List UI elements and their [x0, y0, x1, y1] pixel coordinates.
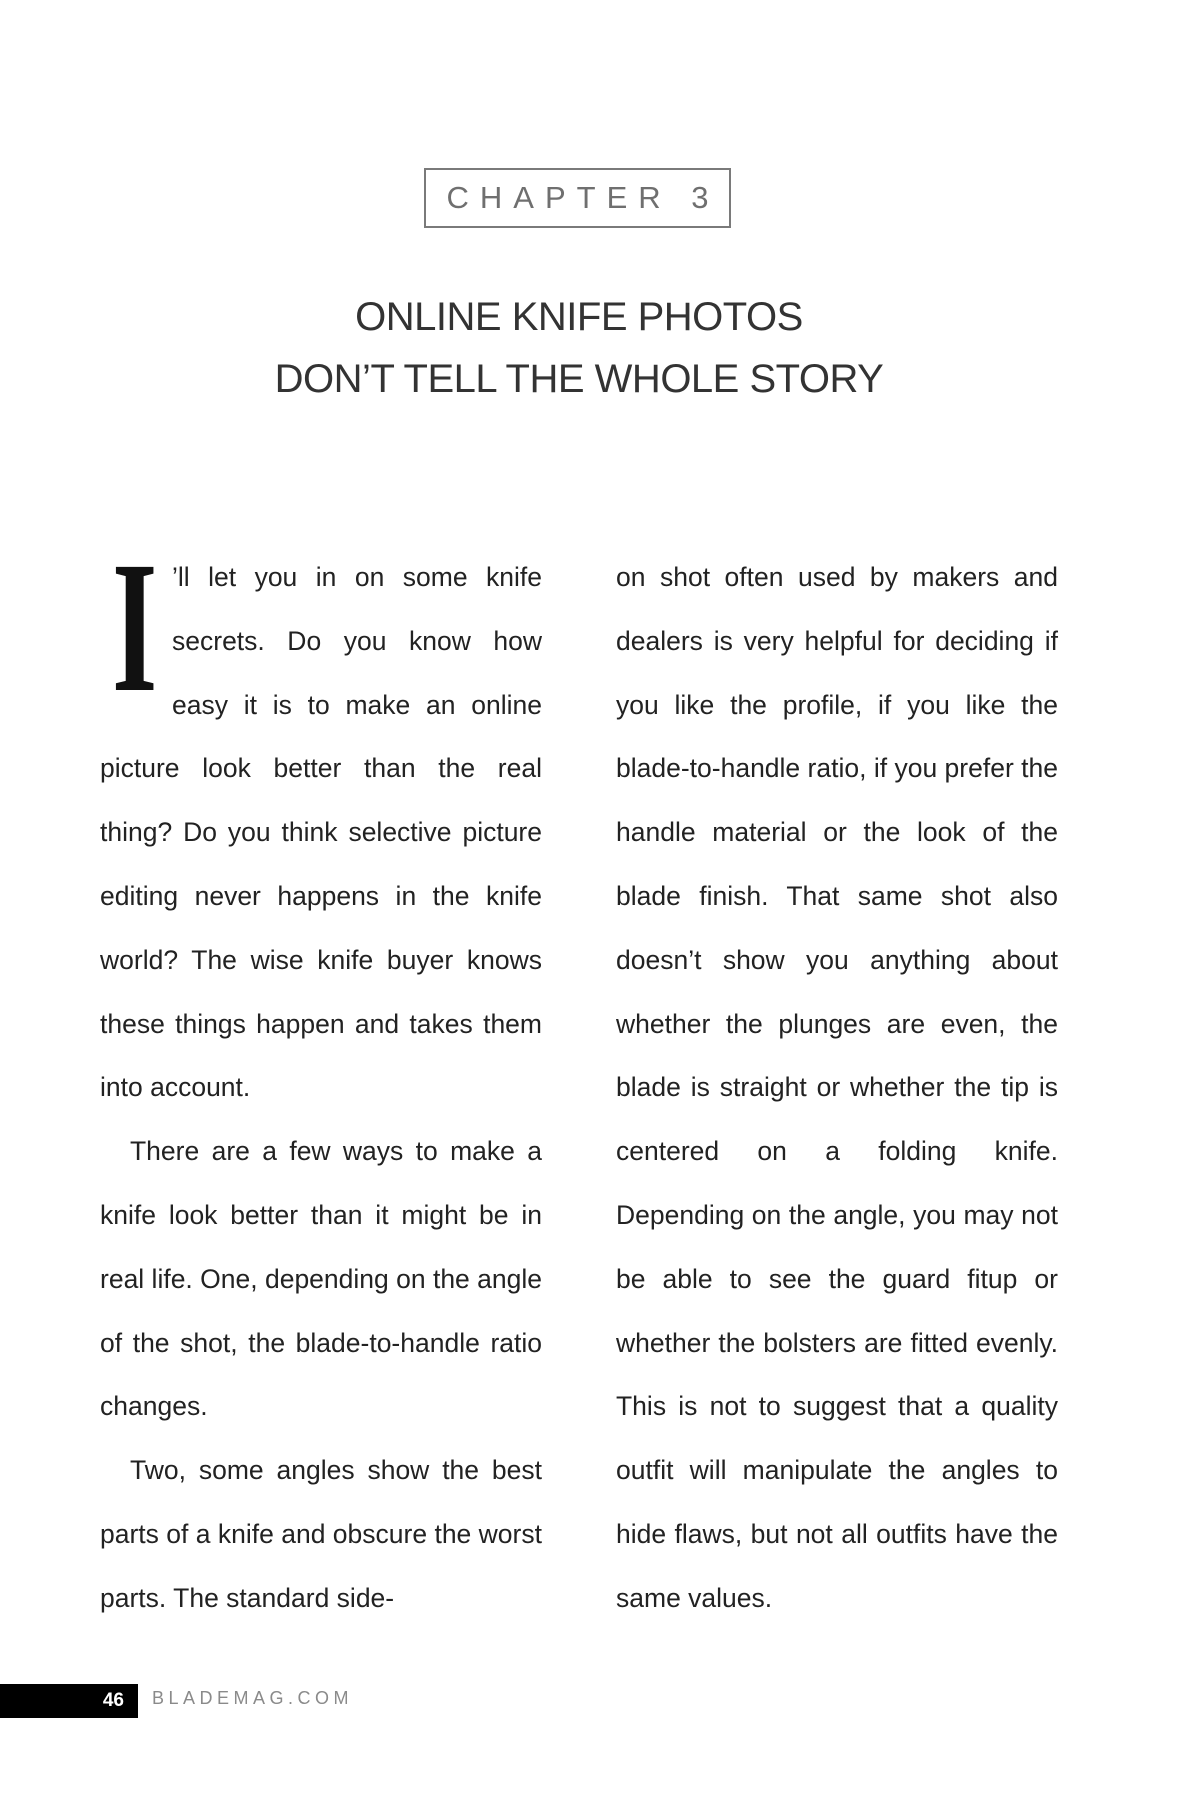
chapter-label-box	[424, 168, 731, 228]
paragraph	[100, 522, 542, 1120]
paragraph: There are a few ways to make a knife look better than it might be in real life. One, depending on the angle of the shot, the blade-to-handle ratio changes.	[100, 1136, 542, 1422]
page-number: 46	[102, 1690, 124, 1711]
paragraph: on shot often used by makers and dealers is very helpful for deciding if you like the profile, if you like the blade-to-handle ratio, if you prefer the handle material or the look of the blade finish. That same shot also doesn’t show you anything about whether the plunges are even, the blade is straight or whether the tip is centered on a folding knife. Depending on the angle, you may not be able to see the guard fitup or whether the bolsters are fitted evenly. This is not to suggest that a quality outfit will manipulate the angles to hide flaws, but not all outfits have the same values.	[616, 562, 1058, 1613]
drop-cap: I	[112, 522, 158, 731]
body-column-left	[100, 522, 542, 1631]
paragraph: Two, some angles show the best parts of a knife and obscure the worst parts. The standard side-	[100, 1455, 542, 1613]
paragraph-text: ’ll let you in on some knife secrets. Do you know how easy it is to make an online picture look better than the real thing? Do you think selective picture editing never happens in the knife world? The wise knife buyer knows these things happen and takes them into account.	[100, 562, 542, 1103]
chapter-title-line-2: DON’T TELL THE WHOLE STORY	[274, 357, 884, 401]
site-name: BLADEMAG.COM	[152, 1688, 354, 1708]
chapter-title-line-1: ONLINE KNIFE PHOTOS	[355, 295, 803, 339]
chapter-title	[0, 286, 1158, 410]
chapter-label: CHAPTER 3	[446, 180, 720, 215]
body-column-right	[616, 546, 1058, 1631]
page-number-bar	[0, 1684, 138, 1718]
